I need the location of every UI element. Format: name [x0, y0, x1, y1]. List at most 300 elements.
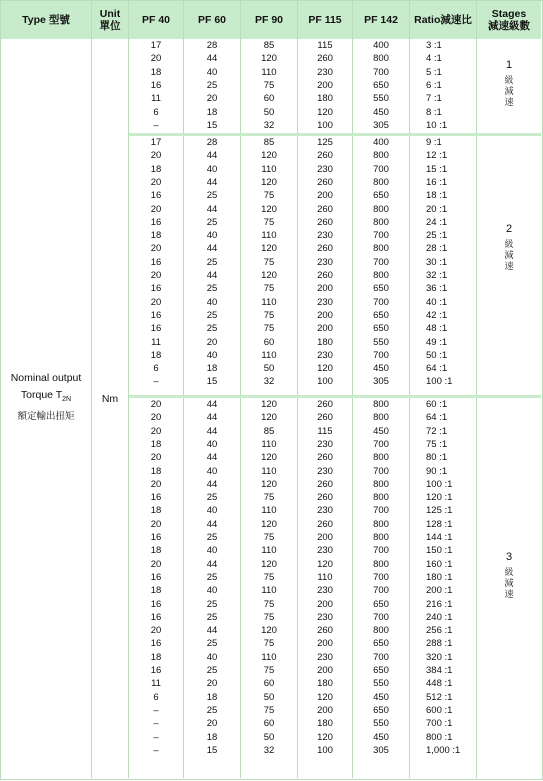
ratio-cell: 30 :1: [426, 256, 448, 268]
table-cell: 700: [373, 545, 389, 557]
ratio-cell: 42 :1: [426, 309, 448, 321]
table-cell: 16: [150, 323, 162, 335]
header-pf40: PF 40: [141, 14, 170, 26]
table-cell: 40: [206, 66, 218, 78]
table-cell: 650: [373, 704, 389, 716]
table-cell: 800: [373, 412, 389, 424]
table-cell: 18: [206, 731, 218, 743]
table-cell: 60: [263, 336, 275, 348]
table-cell: 120: [261, 176, 277, 188]
ratio-cell: 3 :1: [426, 40, 442, 51]
table-cell: 75: [263, 532, 275, 543]
table-cell: 260: [317, 518, 333, 530]
ratio-cell: 800 :1: [426, 731, 453, 743]
table-cell: 260: [317, 216, 333, 228]
table-cell: 20: [150, 625, 162, 637]
table-cell: 40: [206, 545, 218, 557]
stage-cjk-char: 減: [504, 86, 514, 96]
ratio-cell: 200 :1: [426, 585, 453, 597]
header-pf90: PF 90: [254, 14, 283, 26]
table-cell: 120: [261, 452, 277, 464]
table-cell: 28: [206, 40, 218, 51]
table-cell: 230: [317, 296, 333, 308]
ratio-cell: 100 :1: [426, 478, 453, 490]
table-cell: 32: [263, 119, 275, 131]
ratio-cell: 48 :1: [426, 323, 448, 335]
type-label-cjk: 額定輸出扭矩: [17, 411, 75, 423]
table-cell: 20: [150, 399, 162, 410]
table-cell: 44: [206, 243, 218, 255]
table-cell: 20: [150, 452, 162, 464]
header-unit-en: Unit: [99, 8, 121, 20]
table-cell: 450: [373, 106, 389, 118]
table-cell: 200: [317, 532, 333, 543]
stage-cjk-char: 減: [504, 578, 514, 588]
table-cell: 17: [150, 137, 162, 148]
ratio-cell: 7 :1: [426, 93, 442, 105]
table-cell: 20: [206, 93, 218, 105]
table-cell: 230: [317, 438, 333, 450]
ratio-cell: 216 :1: [426, 598, 453, 610]
table-cell: 200: [317, 665, 333, 676]
ratio-cell: 28 :1: [426, 243, 448, 255]
table-cell: 75: [263, 571, 275, 583]
table-cell: 60: [263, 678, 275, 690]
stage-cjk-1: [477, 75, 541, 108]
type-label-subscript: 2N: [62, 396, 72, 404]
ratio-cell: 32 :1: [426, 270, 448, 281]
table-cell: 18: [150, 465, 162, 477]
table-cell: 550: [373, 718, 389, 730]
table-cell: 75: [263, 704, 275, 716]
table-cell: –: [153, 718, 159, 730]
table-cell: 40: [206, 465, 218, 477]
table-cell: 450: [373, 731, 389, 743]
table-cell: 120: [317, 691, 333, 703]
table-cell: 25: [206, 598, 218, 610]
table-cell: 75: [263, 611, 275, 623]
ratio-cell: 100 :1: [426, 376, 453, 388]
header-unit: [92, 1, 128, 39]
table-cell: 120: [317, 558, 333, 570]
table-cell: 400: [373, 137, 389, 148]
table-cell: 110: [261, 505, 277, 517]
table-cell: 75: [263, 492, 275, 504]
table-cell: 260: [317, 399, 333, 410]
table-cell: 450: [373, 425, 389, 437]
table-cell: 230: [317, 585, 333, 597]
table-cell: 40: [206, 505, 218, 517]
table-cell: 800: [373, 625, 389, 637]
table-cell: 11: [151, 93, 161, 105]
table-cell: 120: [261, 412, 277, 424]
table-cell: 44: [206, 425, 218, 437]
ratio-cell: 700 :1: [426, 718, 453, 730]
table-cell: 40: [206, 585, 218, 597]
table-cell: 230: [317, 256, 333, 268]
header-unit-cjk: 單位: [99, 20, 121, 32]
table-cell: 25: [206, 704, 218, 716]
table-cell: 120: [261, 53, 277, 65]
table-cell: 650: [373, 638, 389, 650]
table-cell: 44: [206, 150, 218, 162]
table-cell: 800: [373, 532, 389, 543]
table-cell: 40: [206, 296, 218, 308]
table-cell: 450: [373, 691, 389, 703]
table-cell: 18: [150, 163, 162, 175]
table-cell: 25: [206, 309, 218, 321]
ratio-cell: 36 :1: [426, 283, 448, 295]
ratio-cell: 64 :1: [426, 363, 448, 375]
table-cell: 700: [373, 585, 389, 597]
ratio-cell: 384 :1: [426, 665, 453, 676]
table-cell: 44: [206, 399, 218, 410]
unit-value: Nm: [101, 393, 119, 405]
table-cell: 75: [263, 598, 275, 610]
stage-cjk-char: 速: [504, 589, 514, 599]
table-cell: 6: [153, 691, 159, 703]
ratio-cell: 120 :1: [426, 492, 453, 504]
ratio-cell: 20 :1: [426, 203, 448, 215]
table-cell: 44: [206, 478, 218, 490]
table-cell: 700: [373, 438, 389, 450]
table-cell: 800: [373, 270, 389, 281]
table-cell: 115: [317, 425, 333, 437]
table-cell: 25: [206, 283, 218, 295]
table-cell: 110: [261, 349, 277, 361]
ratio-cell: 40 :1: [426, 296, 448, 308]
table-cell: 100: [317, 744, 333, 756]
ratio-cell: 75 :1: [426, 438, 448, 450]
table-cell: 25: [206, 638, 218, 650]
table-cell: 11: [151, 678, 161, 690]
table-cell: 6: [153, 363, 159, 375]
table-cell: 15: [206, 376, 218, 388]
table-cell: 260: [317, 625, 333, 637]
header-pf115: PF 115: [308, 14, 342, 26]
table-cell: 75: [263, 256, 275, 268]
table-cell: 120: [317, 106, 333, 118]
table-cell: 75: [263, 309, 275, 321]
table-cell: 230: [317, 651, 333, 663]
table-cell: 700: [373, 230, 389, 242]
table-cell: 44: [206, 176, 218, 188]
table-cell: 700: [373, 611, 389, 623]
table-cell: 16: [150, 216, 162, 228]
table-cell: 200: [317, 704, 333, 716]
table-cell: 800: [373, 216, 389, 228]
table-cell: 110: [261, 438, 277, 450]
table-cell: 44: [206, 53, 218, 65]
table-cell: 20: [150, 270, 162, 281]
table-cell: 85: [263, 40, 275, 51]
table-cell: 115: [317, 40, 333, 51]
stage-cjk-char: 級: [504, 567, 514, 577]
ratio-cell: 16 :1: [426, 176, 448, 188]
table-cell: 18: [150, 651, 162, 663]
table-cell: 110: [261, 651, 277, 663]
table-cell: 305: [373, 376, 389, 388]
table-cell: 260: [317, 176, 333, 188]
ratio-cell: 64 :1: [426, 412, 448, 424]
stage-cjk-char: 速: [504, 97, 514, 107]
ratio-cell: 320 :1: [426, 651, 453, 663]
table-cell: 20: [150, 478, 162, 490]
table-cell: 700: [373, 163, 389, 175]
table-cell: 260: [317, 150, 333, 162]
table-cell: 44: [206, 558, 218, 570]
ratio-cell: 6 :1: [426, 79, 442, 91]
table-cell: 110: [261, 296, 277, 308]
table-cell: 800: [373, 452, 389, 464]
stage-number: 3: [505, 551, 513, 563]
header-ratio: Ratio減速比: [414, 14, 472, 26]
ratio-cell: 50 :1: [426, 349, 448, 361]
table-cell: 40: [206, 230, 218, 242]
ratio-cell: 72 :1: [426, 425, 448, 437]
table-cell: 15: [206, 744, 218, 756]
table-cell: 44: [206, 452, 218, 464]
table-cell: 16: [150, 283, 162, 295]
table-cell: 6: [153, 106, 159, 118]
table-cell: 260: [317, 478, 333, 490]
table-cell: 50: [263, 106, 275, 118]
stage-separator: [129, 395, 541, 398]
table-cell: 650: [373, 79, 389, 91]
ratio-cell: 256 :1: [426, 625, 453, 637]
table-cell: 120: [261, 243, 277, 255]
table-cell: 400: [373, 40, 389, 51]
table-cell: 20: [150, 558, 162, 570]
table-cell: 700: [373, 296, 389, 308]
table-cell: 25: [206, 611, 218, 623]
table-cell: 305: [373, 119, 389, 131]
header-stages: [477, 1, 541, 39]
table-cell: 16: [150, 79, 162, 91]
table-cell: 110: [261, 163, 277, 175]
table-cell: 17: [150, 40, 162, 51]
table-cell: 180: [317, 93, 333, 105]
table-cell: 25: [206, 190, 218, 202]
table-cell: 16: [150, 532, 162, 543]
table-cell: 800: [373, 176, 389, 188]
ratio-cell: 240 :1: [426, 611, 453, 623]
ratio-cell: 24 :1: [426, 216, 448, 228]
table-cell: 200: [317, 79, 333, 91]
table-cell: 700: [373, 571, 389, 583]
table-cell: 25: [206, 323, 218, 335]
table-cell: 25: [206, 256, 218, 268]
table-cell: 200: [317, 190, 333, 202]
table-cell: 550: [373, 678, 389, 690]
table-cell: 75: [263, 283, 275, 295]
table-cell: 20: [150, 296, 162, 308]
table-cell: 200: [317, 323, 333, 335]
table-cell: 700: [373, 256, 389, 268]
table-cell: 44: [206, 625, 218, 637]
table-cell: 230: [317, 505, 333, 517]
ratio-cell: 180 :1: [426, 571, 453, 583]
table-cell: 20: [150, 425, 162, 437]
table-cell: 18: [150, 438, 162, 450]
stage-cjk-char: 級: [504, 75, 514, 85]
table-cell: 110: [261, 230, 277, 242]
table-cell: 25: [206, 79, 218, 91]
table-cell: 40: [206, 349, 218, 361]
table-cell: 550: [373, 93, 389, 105]
stage-cjk-char: 速: [504, 261, 514, 271]
table-cell: 120: [317, 731, 333, 743]
ratio-cell: 12 :1: [426, 150, 448, 162]
table-cell: 230: [317, 611, 333, 623]
table-cell: 700: [373, 465, 389, 477]
ratio-cell: 4 :1: [426, 53, 442, 65]
table-cell: 260: [317, 203, 333, 215]
ratio-cell: 288 :1: [426, 638, 453, 650]
table-cell: 305: [373, 744, 389, 756]
ratio-cell: 448 :1: [426, 678, 453, 690]
table-cell: 260: [317, 243, 333, 255]
table-cell: 260: [317, 412, 333, 424]
table-cell: 18: [150, 505, 162, 517]
table-cell: 20: [150, 518, 162, 530]
table-cell: 200: [317, 309, 333, 321]
table-cell: 650: [373, 309, 389, 321]
table-cell: 85: [263, 425, 275, 437]
table-cell: 650: [373, 190, 389, 202]
table-cell: 700: [373, 349, 389, 361]
table-cell: 120: [261, 270, 277, 281]
table-cell: 25: [206, 532, 218, 543]
table-cell: 180: [317, 718, 333, 730]
table-cell: 230: [317, 163, 333, 175]
table-cell: 32: [263, 744, 275, 756]
table-cell: 200: [317, 598, 333, 610]
table-cell: 16: [150, 611, 162, 623]
table-cell: 100: [317, 376, 333, 388]
table-cell: 18: [206, 691, 218, 703]
table-cell: 40: [206, 163, 218, 175]
ratio-cell: 1,000 :1: [426, 744, 461, 756]
table-cell: 18: [206, 363, 218, 375]
table-cell: 20: [206, 678, 218, 690]
table-cell: 20: [206, 336, 218, 348]
table-cell: 60: [263, 93, 275, 105]
ratio-cell: 18 :1: [426, 190, 448, 202]
stage-cjk-char: 級: [504, 239, 514, 249]
stage-number: 1: [505, 59, 513, 71]
col-divider: [476, 1, 477, 778]
ratio-cell: 160 :1: [426, 558, 453, 570]
ratio-cell: 8 :1: [426, 106, 442, 118]
table-cell: 20: [206, 718, 218, 730]
table-cell: 800: [373, 53, 389, 65]
table-cell: 200: [317, 283, 333, 295]
type-label-line2: [1, 387, 91, 408]
table-cell: 120: [261, 399, 277, 410]
ratio-cell: 125 :1: [426, 505, 453, 517]
table-cell: 20: [150, 203, 162, 215]
table-cell: 75: [263, 216, 275, 228]
table-cell: 16: [150, 190, 162, 202]
ratio-cell: 512 :1: [426, 691, 453, 703]
table-cell: 650: [373, 323, 389, 335]
table-cell: 28: [206, 137, 218, 148]
table-cell: 50: [263, 363, 275, 375]
table-cell: 180: [317, 678, 333, 690]
table-cell: 44: [206, 412, 218, 424]
table-cell: 200: [317, 638, 333, 650]
table-cell: 650: [373, 665, 389, 676]
table-cell: 800: [373, 492, 389, 504]
table-cell: 20: [150, 412, 162, 424]
type-label-torque: Torque T: [20, 389, 63, 401]
table-cell: 110: [317, 571, 333, 583]
table-cell: 180: [317, 336, 333, 348]
table-cell: 25: [206, 492, 218, 504]
ratio-cell: 80 :1: [426, 452, 448, 464]
header-pf60: PF 60: [197, 14, 226, 26]
table-cell: 16: [150, 492, 162, 504]
table-cell: 260: [317, 270, 333, 281]
table-cell: –: [153, 744, 159, 756]
table-cell: 75: [263, 665, 275, 676]
table-cell: 120: [261, 478, 277, 490]
stage-separator: [129, 133, 541, 136]
ratio-cell: 600 :1: [426, 704, 453, 716]
table-cell: –: [153, 376, 159, 388]
table-cell: 50: [263, 691, 275, 703]
table-cell: 16: [150, 571, 162, 583]
table-cell: 44: [206, 270, 218, 281]
table-cell: 120: [261, 625, 277, 637]
type-label-line1: Nominal output: [10, 372, 82, 384]
table-cell: –: [153, 704, 159, 716]
table-cell: 18: [150, 66, 162, 78]
table-cell: 800: [373, 399, 389, 410]
table-cell: 18: [206, 106, 218, 118]
ratio-cell: 128 :1: [426, 518, 453, 530]
ratio-cell: 25 :1: [426, 230, 448, 242]
table-cell: 120: [261, 203, 277, 215]
table-cell: 25: [206, 216, 218, 228]
table-cell: 25: [206, 665, 218, 676]
table-cell: 110: [261, 585, 277, 597]
table-cell: 800: [373, 243, 389, 255]
table-cell: 60: [263, 718, 275, 730]
ratio-cell: 49 :1: [426, 336, 448, 348]
stage-cjk-char: 減: [504, 250, 514, 260]
table-cell: 18: [150, 585, 162, 597]
stage-number: 2: [505, 223, 513, 235]
table-cell: 230: [317, 465, 333, 477]
table-cell: 800: [373, 203, 389, 215]
table-cell: 800: [373, 150, 389, 162]
table-cell: 800: [373, 558, 389, 570]
table-cell: 20: [150, 176, 162, 188]
table-cell: 120: [317, 363, 333, 375]
table-cell: 700: [373, 66, 389, 78]
table-cell: 25: [206, 571, 218, 583]
table-cell: 700: [373, 505, 389, 517]
type-label: [1, 370, 91, 425]
ratio-cell: 15 :1: [426, 163, 448, 175]
table-cell: 75: [263, 190, 275, 202]
table-cell: 11: [151, 336, 161, 348]
table-cell: 50: [263, 731, 275, 743]
table-cell: 44: [206, 203, 218, 215]
table-cell: 18: [150, 545, 162, 557]
